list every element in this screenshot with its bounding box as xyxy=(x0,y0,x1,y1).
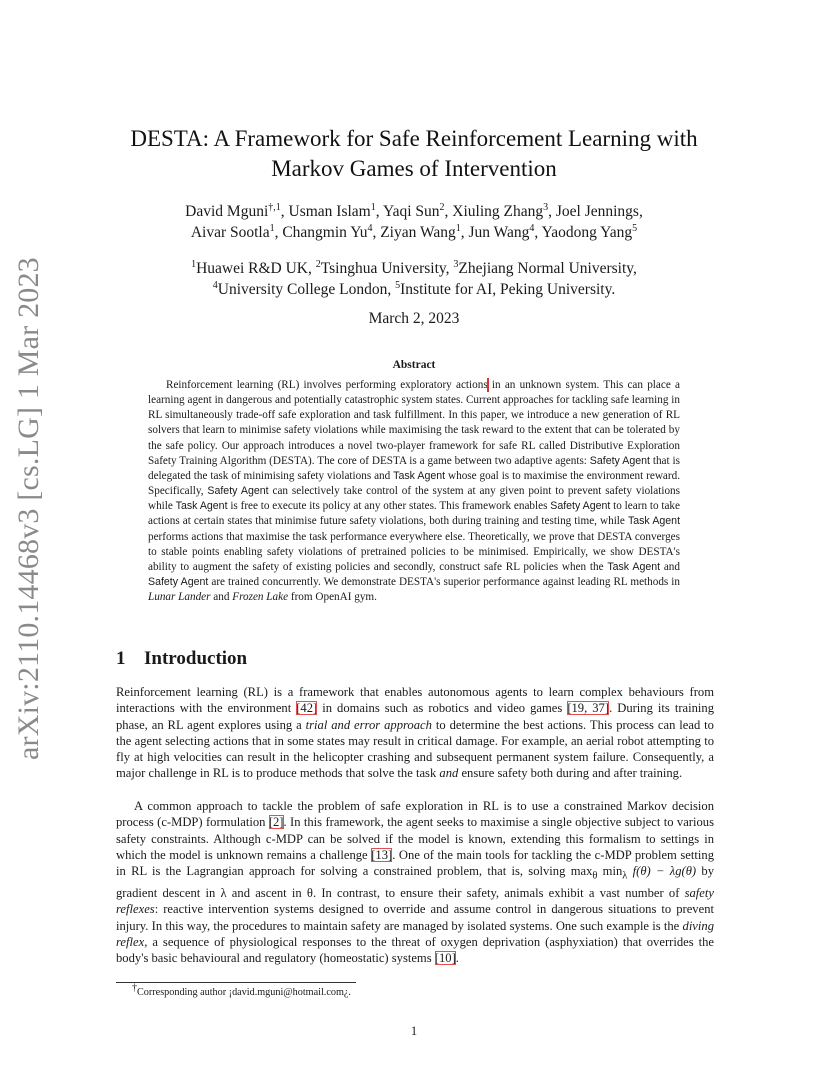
author-name: Changmin Yu xyxy=(282,224,368,241)
footnote-rule xyxy=(116,982,356,983)
author-affil-mark: 1 xyxy=(455,222,461,234)
author-name: Jun Wang xyxy=(468,224,530,241)
section-number: 1 xyxy=(116,648,126,669)
task-agent-term: Task Agent xyxy=(175,500,228,513)
author-affil-mark: 2 xyxy=(439,201,445,213)
author-line-1: David Mguni$^{\dagger,1}$, Usman Islam$^1$, Yaqi Sun$^2$, Xiuling Zhang$^3$, Joel Jennings, xyxy=(185,201,643,220)
paper-title xyxy=(100,124,728,184)
author-line-2: Aivar Sootla$^1$, Changmin Yu$^4$, Ziyan Wang$^1$, Jun Wang$^4$, Yaodong Yang$^5$ xyxy=(190,222,638,241)
affiliation-name: Huawei R&D UK, xyxy=(196,260,316,277)
author-list xyxy=(100,201,728,243)
author-name: Yaodong Yang xyxy=(541,224,633,241)
abstract-text: Reinforcement learning (RL) involves performing exploratory actions in an unknown system. This can place a learning agent in dangerous and potentially catastrophic system states. Current approaches for tackling safe learning in RL simultaneously trade-off safe exploration and task fulfillment. In this paper, we introduce a new generation of RL solvers that learn to minimise safety violations while maximising the task reward to the extent that can be tolerated by the safe policy. Our approach introduces a novel two-player framework for safe RL called Distributive Exploration Safety Training Algorithm (DESTA). The core of DESTA is a game between two adaptive agents: Safety Agent that is delegated the task of minimising safety violations and Task Agent whose goal is to maximise the environment reward. Specifically, Safety Agent can selectively take control of the system at any given point to prevent safety violations while Task Agent is free to execute its policy at any other states. This framework enables Safety Agent to learn to take actions at certain states that minimise future safety violations, both during training and testing time, while Task Agent performs actions that maximise the task performance everywhere else. Theoretically, we prove that DESTA converges to stable points enabling safety violations of pretrained policies to be minimised. Empirically, we show DESTA's ability to augment the safety of existing policies and secondly, construct safe RL policies when the Task Agent and Safety Agent are trained concurrently. We demonstrate DESTA's superior performance against leading RL methods in Lunar Lander and Frozen Lake from OpenAI gym. xyxy=(148,379,681,604)
author-name: David Mguni xyxy=(185,203,269,220)
safety-agent-term: Safety Agent xyxy=(550,500,611,513)
publication-date: March 2, 2023 xyxy=(368,310,460,327)
affiliation-name: Zhejiang Normal University, xyxy=(458,260,637,277)
author-affil-mark: 4 xyxy=(367,222,373,234)
affiliation-name: University College London, xyxy=(217,281,396,298)
section-heading xyxy=(116,648,716,670)
page-number: 1 xyxy=(410,1024,418,1038)
arxiv-identifier: arXiv:2110.14468v3 [cs.LG] 1 Mar 2023 xyxy=(12,257,45,760)
task-agent-term: Task Agent xyxy=(627,515,681,528)
footnote-mark: † xyxy=(132,982,137,994)
author-name: Ziyan Wang xyxy=(380,224,456,241)
affiliation-line-2: $^4$University College London, $^5$Institute for AI, Peking University. xyxy=(212,279,616,298)
author-affil-mark: 1 xyxy=(370,201,376,213)
affiliation-name: Institute for AI, Peking University. xyxy=(400,281,616,298)
affiliation-name: Tsinghua University, xyxy=(320,260,454,277)
author-affil-mark: †,1 xyxy=(268,201,281,213)
intro-paragraph-2: A common approach to tackle the problem of safe exploration in RL is to use a constrained Markov decision process (c-MDP) formulation [2]. In this framework, the agent seeks to maximise a single objective subject to various safety constraints. Although c-MDP can be solved if the model is known, extending this formalism to settings in which the model is unknown remains a challenge [13]. One of the main tools for tackling the c-MDP problem setting in RL is the Lagrangian approach for solving a constrained problem, that is, solving $\max_\theta \min_\lambda f(\theta) - \lambda g(\theta)$ by gradient descent in λ and ascent in θ. In contrast, to ensure their safety, animals exhibit a vast number of safety reflexes: reactive intervention systems designed to override and assume control in dangerous situations to prevent injury. In this way, the procedures to maintain safety are managed by isolated systems. One such example is the diving reflex, a sequence of physiological responses to the threat of oxygen deprivation (asphyxiation) that overrides the body's basic behavioural and regulatory (homeostatic) systems [10]. xyxy=(116,799,714,966)
author-affil-mark: 4 xyxy=(529,222,535,234)
citation-link[interactable]: [19, 37] xyxy=(567,701,610,716)
citation-link[interactable]: [2] xyxy=(268,815,284,830)
author-name: Usman Islam xyxy=(288,203,371,220)
safety-agent-term: Safety Agent xyxy=(148,576,209,589)
intro-paragraph-1: Reinforcement learning (RL) is a framework that enables autonomous agents to learn complex behaviours from interactions with the environment [42] in domains such as robotics and video games [19, 37]. During its training phase, an RL agent explores using a trial and error approach to determine the best actions. This process can lead to the agent selecting actions that in some states may result in critical damage. For example, an aerial robot attempting to fly at high velocities can result in the helicopter crashing and subsequent permanent system failure. Consequently, a major challenge in RL is to produce methods that solve the task and ensure safety both during and after training. xyxy=(116,685,715,781)
affiliations xyxy=(100,258,728,300)
safety-agent-term: Safety Agent xyxy=(589,454,650,467)
affiliation-line-1: $^1$Huawei R&D UK, $^2$Tsinghua University, $^3$Zhejiang Normal University, xyxy=(191,258,637,277)
citation-link[interactable]: [13] xyxy=(371,847,393,862)
author-name: Aivar Sootla xyxy=(190,224,270,241)
title-line-1: DESTA: A Framework for Safe Reinforcement Learning with xyxy=(130,126,698,151)
lunar-lander-term: Lunar Lander xyxy=(148,591,211,604)
safety-agent-term: Safety Agent xyxy=(207,485,269,498)
task-agent-term: Task Agent xyxy=(607,560,661,573)
author-name: Xiuling Zhang xyxy=(452,203,544,220)
author-affil-mark: 1 xyxy=(269,222,275,234)
title-line-2: Markov Games of Intervention xyxy=(271,156,557,181)
author-affil-mark: 5 xyxy=(632,222,638,234)
math-expression: $\max_\theta \min_\lambda f(\theta) - \lambda g(\theta)$ xyxy=(570,864,697,882)
citation-link[interactable]: [42] xyxy=(296,701,318,716)
author-name: Yaqi Sun xyxy=(382,203,440,220)
abstract-heading: Abstract xyxy=(392,359,436,371)
author-name: Joel Jennings xyxy=(555,203,639,220)
frozen-lake-term: Frozen Lake xyxy=(232,591,289,604)
task-agent-term: Task Agent xyxy=(393,469,446,482)
footnote: †Corresponding author ¡david.mguni@hotmail.com¿. xyxy=(132,982,351,998)
citation-link[interactable]: [10] xyxy=(434,951,456,966)
author-affil-mark: 3 xyxy=(543,201,549,213)
section-title: Introduction xyxy=(144,648,248,669)
